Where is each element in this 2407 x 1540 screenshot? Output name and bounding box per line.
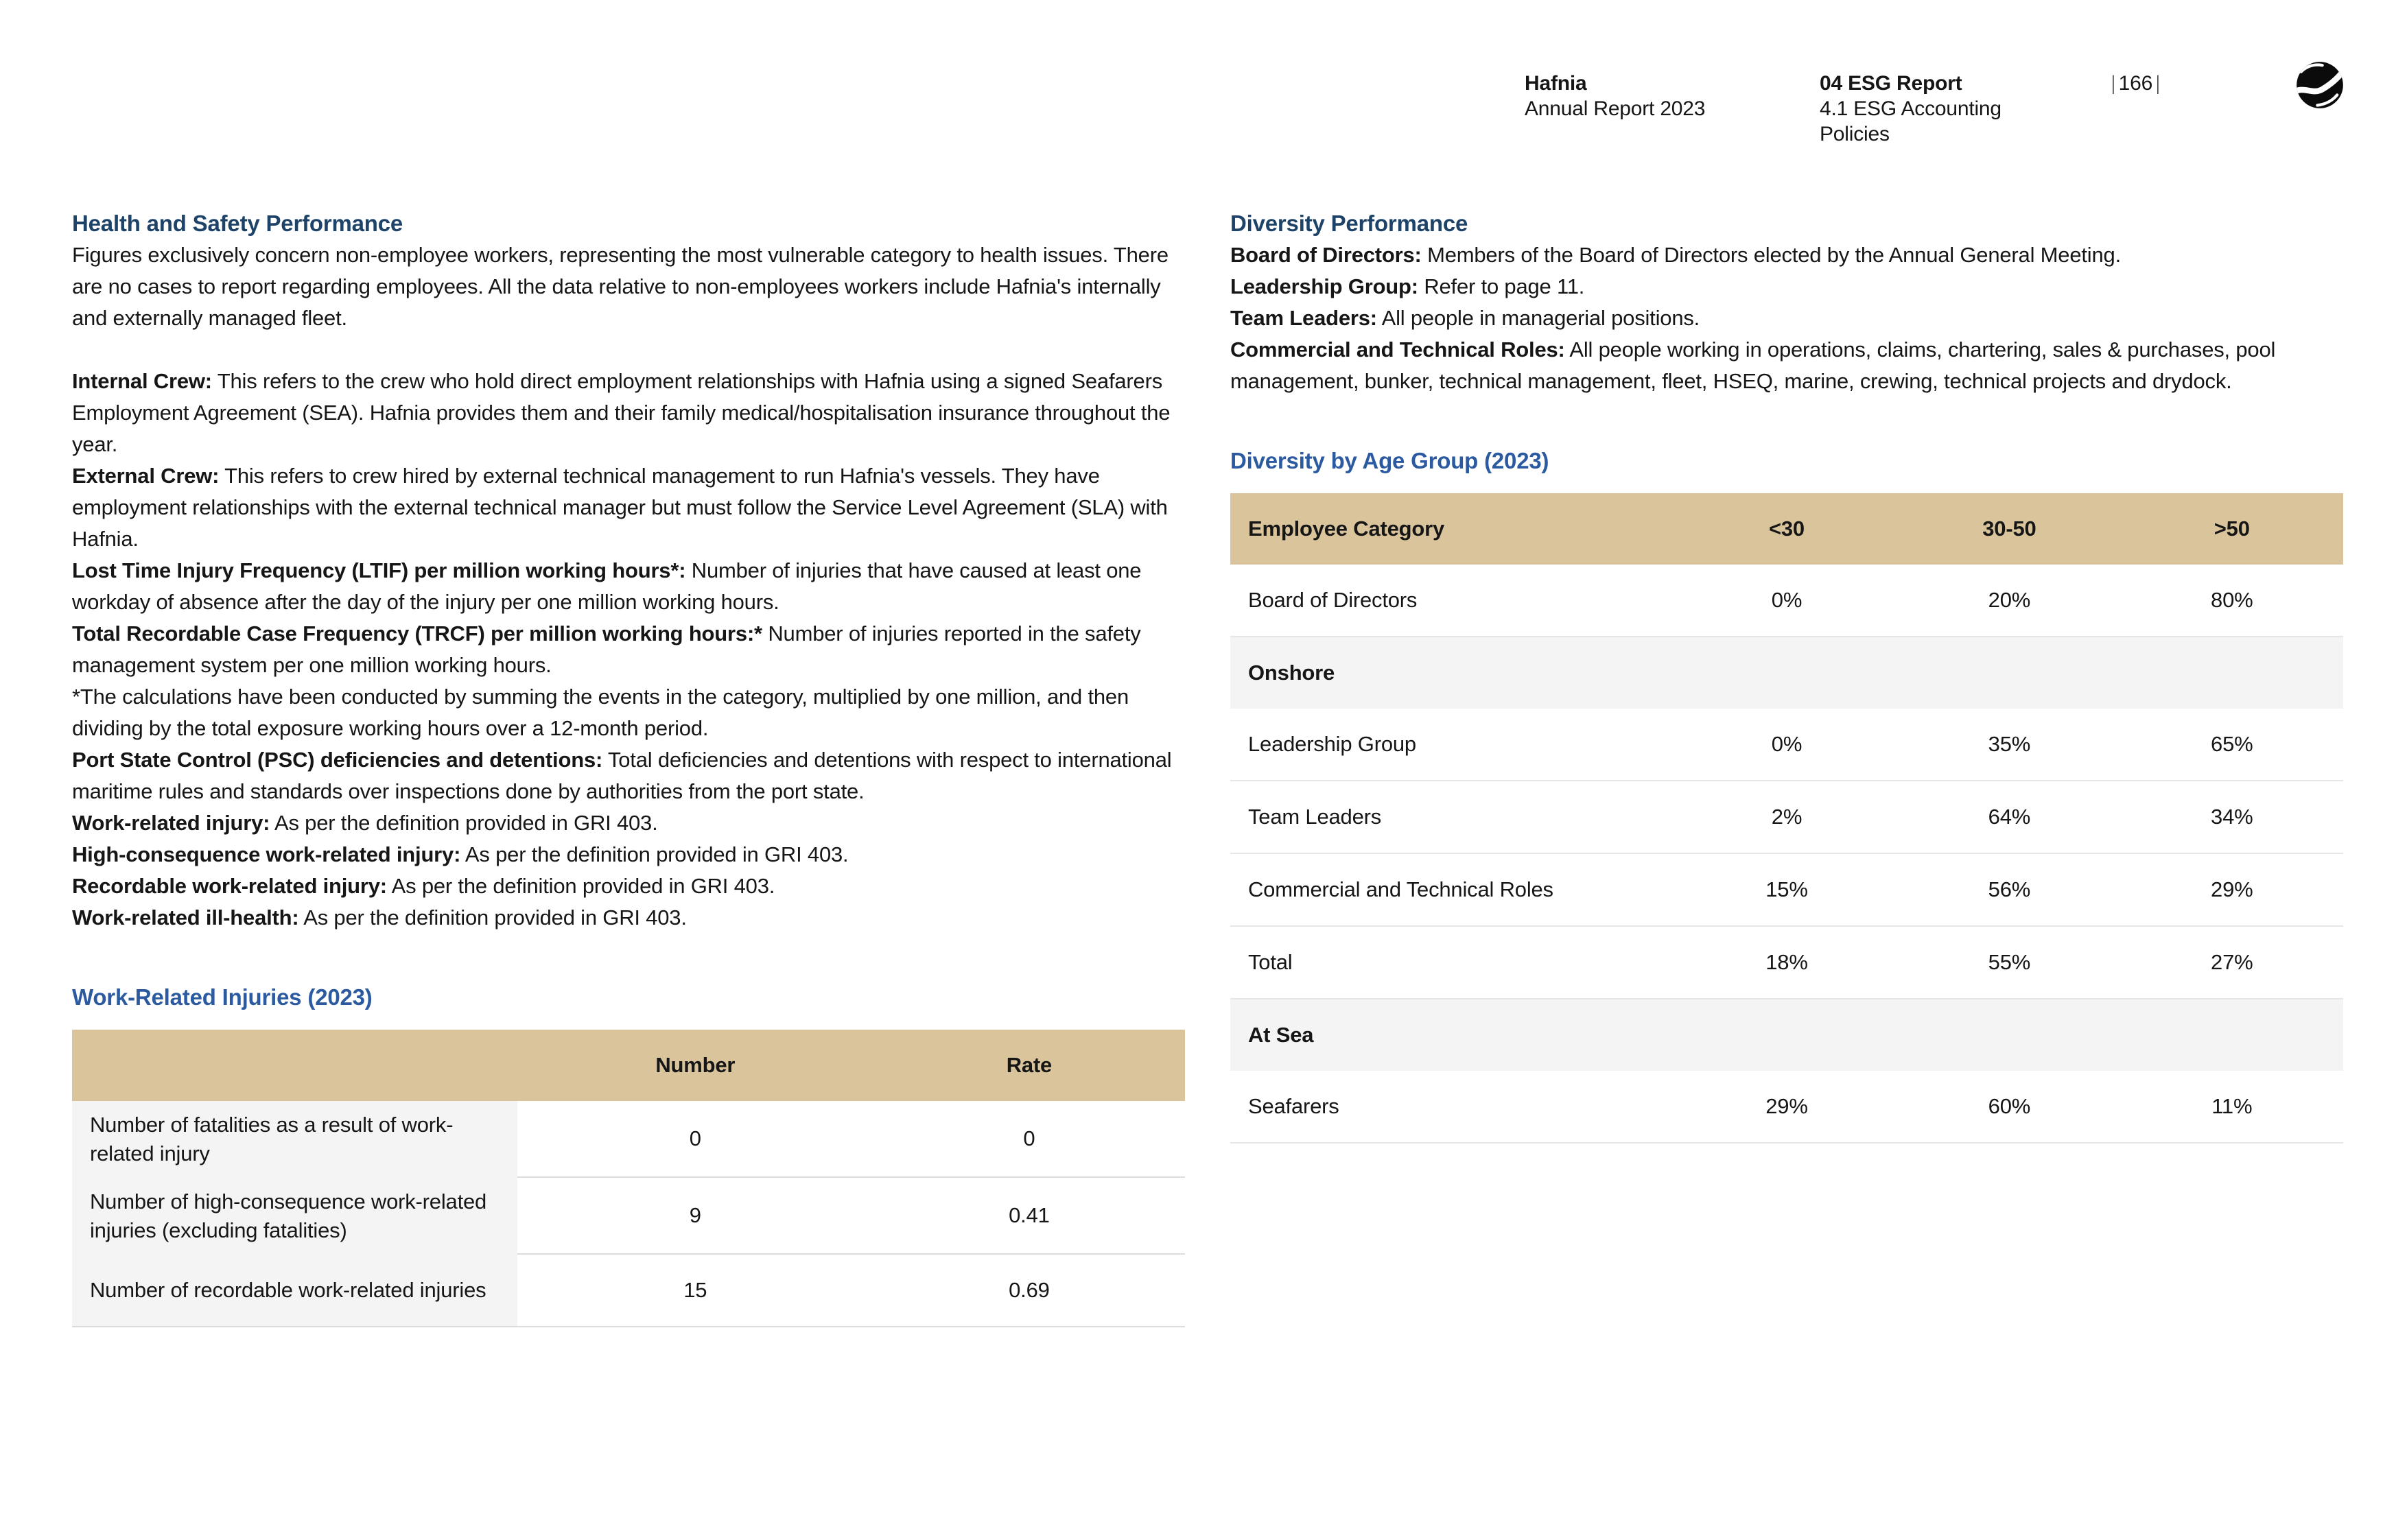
row-label: Leadership Group — [1248, 732, 1416, 756]
diversity-heading: Diversity Performance — [1230, 211, 1468, 236]
table-row-commercial-technical — [1230, 854, 2343, 927]
value-under-30: 18% — [1765, 950, 1808, 974]
header-brand — [1525, 71, 1705, 121]
table-row-team-leaders — [1230, 781, 2343, 854]
definition-calculation-note: *The calculations have been conducted by summing the events in the category, multiplied by one million, and then dividing by the total exposure working hours over a 12-month period. — [72, 685, 1129, 740]
value-30-50: 35% — [1988, 732, 2031, 756]
value-over-50: 11% — [2211, 1094, 2253, 1118]
definition-ltif: Lost Time Injury Frequency (LTIF) per million working hours*: Number of injuries that have caused at least one workday of absence after the day of the injury per one million working hours. — [72, 558, 1142, 614]
value-number: 0 — [689, 1126, 701, 1150]
definition-board-of-directors: Board of Directors: Members of the Board of Directors elected by the Annual General Meeting. — [1230, 243, 2121, 267]
table-row-leadership-group — [1230, 709, 2343, 781]
value-30-50: 20% — [1988, 588, 2031, 612]
diversity-age-group-table — [1230, 493, 2343, 1144]
section-label: At Sea — [1248, 1023, 1314, 1047]
row-label: Total — [1248, 950, 1293, 974]
definition-team-leaders: Team Leaders: All people in managerial positions. — [1230, 306, 1700, 330]
definition-commercial-technical: Commercial and Technical Roles: All people working in operations, claims, chartering, sales & purchases, pool management, bunker, technical management, fleet, HSEQ, marine, crewing, technical projects and drydock. — [1230, 337, 2276, 393]
table-row-recordable — [72, 1255, 1185, 1326]
header-section — [1820, 71, 2026, 147]
value-number: 9 — [689, 1203, 701, 1227]
value-over-50: 65% — [2211, 732, 2253, 756]
value-number: 15 — [683, 1278, 707, 1302]
header-cell-over-50: >50 — [2214, 517, 2250, 541]
work-related-injuries-title: Work-Related Injuries (2023) — [72, 984, 373, 1010]
header-cell-30-50: 30-50 — [1982, 517, 2036, 541]
definition-high-consequence-injury: High-consequence work-related injury: As per the definition provided in GRI 403. — [72, 842, 849, 866]
diversity-definitions — [1230, 239, 2347, 397]
page-number-value: 166 — [2118, 72, 2153, 95]
diversity-age-group-title: Diversity by Age Group (2023) — [1230, 448, 1549, 473]
section-title: 04 ESG Report — [1820, 72, 1962, 95]
value-over-50: 34% — [2211, 805, 2253, 829]
diversity-column — [1230, 208, 2347, 1144]
table-row-board-of-directors — [1230, 565, 2343, 637]
definition-psc: Port State Control (PSC) deficiencies and detentions: Total deficiencies and detentions with respect to international maritime rules and standards over inspections done by authorities from the port state. — [72, 748, 1172, 803]
header-cell-rate: Rate — [1006, 1053, 1053, 1077]
header-cell-employee-category: Employee Category — [1248, 517, 1445, 541]
work-related-injuries-table — [72, 1030, 1185, 1327]
table-row-fatalities — [72, 1101, 1185, 1178]
definition-trcf: Total Recordable Case Frequency (TRCF) per million working hours:* Number of injuries reported in the safety management system per one million working hours. — [72, 621, 1141, 677]
definition-ill-health: Work-related ill-health: As per the definition provided in GRI 403. — [72, 905, 687, 929]
hafnia-globe-logo-icon — [2295, 60, 2345, 110]
definition-external-crew: External Crew: This refers to crew hired by external technical management to run Hafnia's vessels. They have employment relationships with the external technical manager but must follow the Service Level Agreement (SLA) with Hafnia. — [72, 464, 1168, 551]
value-under-30: 15% — [1765, 877, 1808, 901]
definition-recordable-injury: Recordable work-related injury: As per the definition provided in GRI 403. — [72, 874, 775, 898]
row-label: Board of Directors — [1248, 588, 1418, 612]
table-row-total — [1230, 927, 2343, 999]
value-under-30: 29% — [1765, 1094, 1808, 1118]
value-30-50: 64% — [1988, 805, 2031, 829]
header-cell-under-30: <30 — [1768, 517, 1805, 541]
row-label: Number of recordable work-related injuries — [72, 1255, 517, 1326]
value-rate: 0 — [1023, 1126, 1035, 1150]
health-safety-definitions — [72, 366, 1188, 934]
health-safety-intro: Figures exclusively concern non-employee workers, representing the most vulnerable category to health issues. There are no cases to report regarding employees. All the data relative to non-employees workers include Hafnia's internally and externally managed fleet. — [72, 243, 1169, 330]
section-subtitle: 4.1 ESG Accounting Policies — [1820, 97, 2001, 145]
value-rate: 0.41 — [1009, 1203, 1050, 1227]
health-safety-column — [72, 208, 1188, 1327]
row-label: Number of fatalities as a result of work-related injury — [72, 1101, 517, 1178]
value-rate: 0.69 — [1009, 1278, 1050, 1302]
row-label: Team Leaders — [1248, 805, 1382, 829]
row-label: Seafarers — [1248, 1094, 1339, 1118]
value-under-30: 0% — [1771, 732, 1803, 756]
definition-work-related-injury: Work-related injury: As per the definition provided in GRI 403. — [72, 811, 658, 835]
header-cell-empty — [72, 1030, 517, 1101]
table-row-high-consequence — [72, 1178, 1185, 1255]
page-number-bar: | — [2156, 72, 2159, 95]
brand-subtitle: Annual Report 2023 — [1525, 97, 1706, 120]
page-number-bar: | — [2111, 72, 2115, 95]
definition-internal-crew: Internal Crew: This refers to the crew who hold direct employment relationships with Hafnia using a signed Seafarers Employment Agreement (SEA). Hafnia provides them and their family medical/hospitalisation insurance throughout the year. — [72, 369, 1171, 456]
table-row-seafarers — [1230, 1071, 2343, 1144]
header-cell-number: Number — [655, 1053, 736, 1077]
value-30-50: 55% — [1988, 950, 2031, 974]
health-safety-heading: Health and Safety Performance — [72, 211, 403, 236]
value-under-30: 2% — [1771, 805, 1803, 829]
value-under-30: 0% — [1771, 588, 1803, 612]
value-30-50: 56% — [1988, 877, 2031, 901]
page-number — [2108, 71, 2163, 96]
value-over-50: 29% — [2211, 877, 2253, 901]
section-label: Onshore — [1248, 661, 1335, 685]
table-section-at-sea — [1230, 999, 2343, 1071]
row-label: Commercial and Technical Roles — [1248, 877, 1553, 901]
table-header-row — [1230, 493, 2343, 565]
value-30-50: 60% — [1988, 1094, 2031, 1118]
row-label: Number of high-consequence work-related injuries (excluding fatalities) — [72, 1178, 517, 1255]
definition-leadership-group: Leadership Group: Refer to page 11. — [1230, 274, 1585, 298]
table-section-onshore — [1230, 637, 2343, 709]
brand-title: Hafnia — [1525, 72, 1587, 95]
value-over-50: 80% — [2211, 588, 2253, 612]
table-header-row — [72, 1030, 1185, 1101]
value-over-50: 27% — [2211, 950, 2253, 974]
